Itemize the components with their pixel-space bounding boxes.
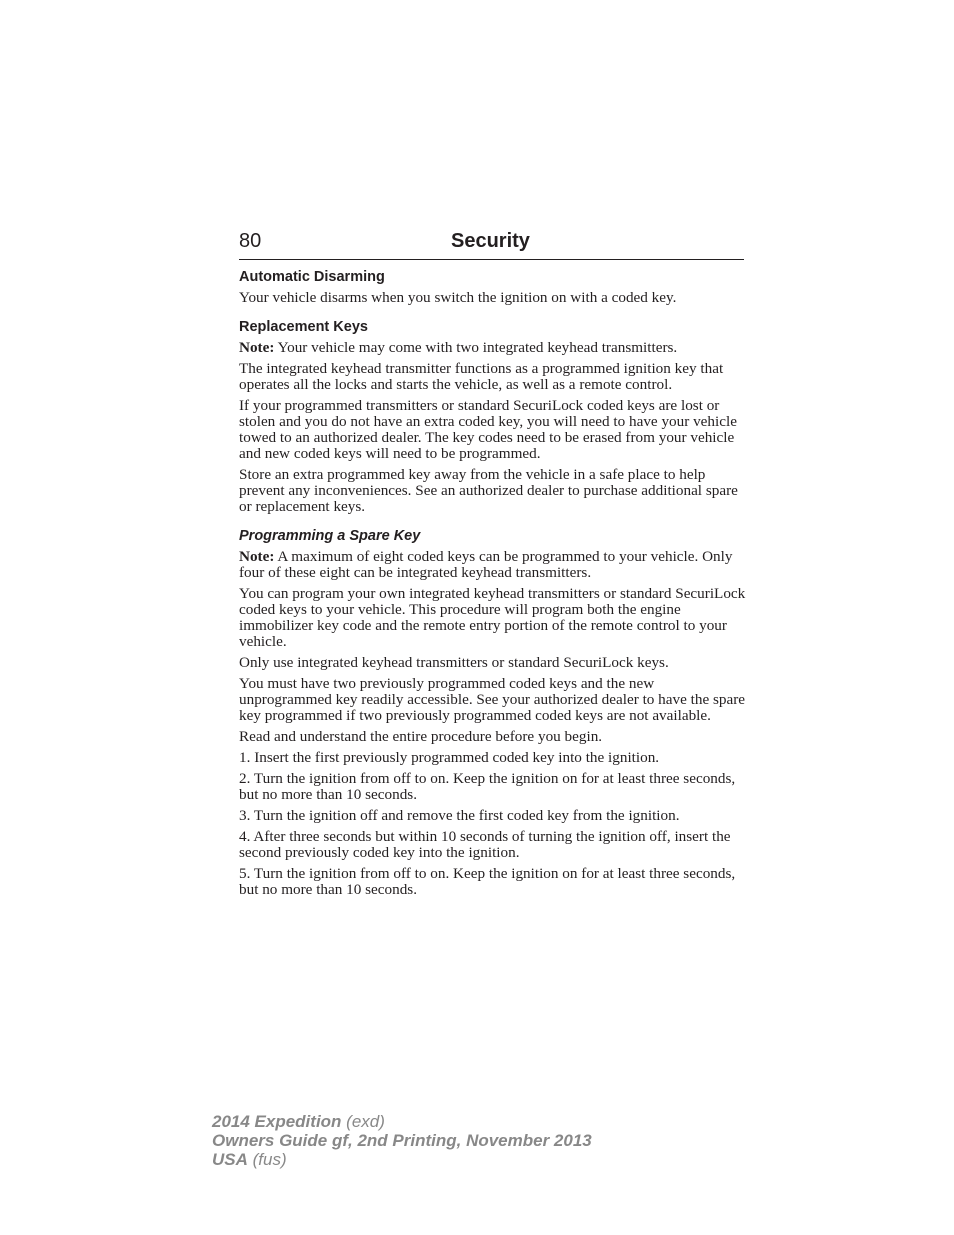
paragraph: You can program your own integrated keyhead transmitters or standard SecuriLock coded keys to your vehicle. This procedure will program both the engine immobilizer key code and the remote entry portion of the remote control to your vehicle. bbox=[239, 585, 746, 650]
step-item: 3. Turn the ignition off and remove the first coded key from the ignition. bbox=[239, 807, 680, 824]
section-title: Security bbox=[451, 230, 530, 252]
note-paragraph bbox=[239, 549, 749, 581]
footer-line-model bbox=[212, 1112, 592, 1131]
footer-market-code: (fus) bbox=[247, 1150, 287, 1169]
footer-market: USA bbox=[212, 1150, 248, 1169]
paragraph: Read and understand the entire procedure before you begin. bbox=[239, 728, 603, 745]
note-label: Note: bbox=[239, 339, 275, 356]
heading-automatic-disarming: Automatic Disarming bbox=[239, 269, 385, 285]
paragraph: If your programmed transmitters or standard SecuriLock coded keys are lost or stolen and you do not have an extra coded key, you will need to have your vehicle towed to an authorized dealer. The key codes need to be erased from your vehicle and new coded keys will need to be programmed. bbox=[239, 397, 737, 462]
page-number: 80 bbox=[239, 230, 262, 252]
paragraph: Your vehicle disarms when you switch the ignition on with a coded key. bbox=[239, 289, 677, 306]
heading-programming-spare-key: Programming a Spare Key bbox=[239, 528, 421, 544]
footer-line-guide bbox=[212, 1131, 592, 1150]
page-content bbox=[239, 268, 749, 903]
step-item: 2. Turn the ignition from off to on. Keep the ignition on for at least three seconds, but no more than 10 seconds. bbox=[239, 770, 736, 803]
note-label: Note: bbox=[239, 548, 275, 565]
note-text: Your vehicle may come with two integrated keyhead transmitters. bbox=[274, 339, 678, 356]
footer-model-code: (exd) bbox=[341, 1112, 385, 1131]
heading-replacement-keys: Replacement Keys bbox=[239, 319, 368, 335]
paragraph: You must have two previously programmed coded keys and the new unprogrammed key readily accessible. See your authorized dealer to have the spare key programmed if two previously programmed coded keys are not available. bbox=[239, 675, 746, 724]
paragraph: Store an extra programmed key away from the vehicle in a safe place to help prevent any inconveniences. See an authorized dealer to purchase additional spare or replacement keys. bbox=[239, 466, 738, 515]
note-paragraph bbox=[239, 340, 749, 356]
step-item: 1. Insert the first previously programmed coded key into the ignition. bbox=[239, 749, 660, 766]
paragraph: The integrated keyhead transmitter functions as a programmed ignition key that operates all the locks and starts the vehicle, as well as a remote control. bbox=[239, 360, 724, 393]
note-text: A maximum of eight coded keys can be programmed to your vehicle. Only four of these eight can be integrated keyhead transmitters. bbox=[239, 548, 733, 581]
step-item: 5. Turn the ignition from off to on. Keep the ignition on for at least three seconds, but no more than 10 seconds. bbox=[239, 865, 736, 898]
step-item: 4. After three seconds but within 10 seconds of turning the ignition off, insert the second previously coded key into the ignition. bbox=[239, 828, 731, 861]
footer-line-market bbox=[212, 1150, 592, 1169]
page-header bbox=[239, 229, 744, 260]
page-footer bbox=[212, 1112, 592, 1169]
footer-model: 2014 Expedition bbox=[212, 1112, 342, 1131]
footer-guide: Owners Guide gf, 2nd Printing, November 2013 bbox=[212, 1131, 592, 1150]
paragraph: Only use integrated keyhead transmitters or standard SecuriLock keys. bbox=[239, 654, 669, 671]
